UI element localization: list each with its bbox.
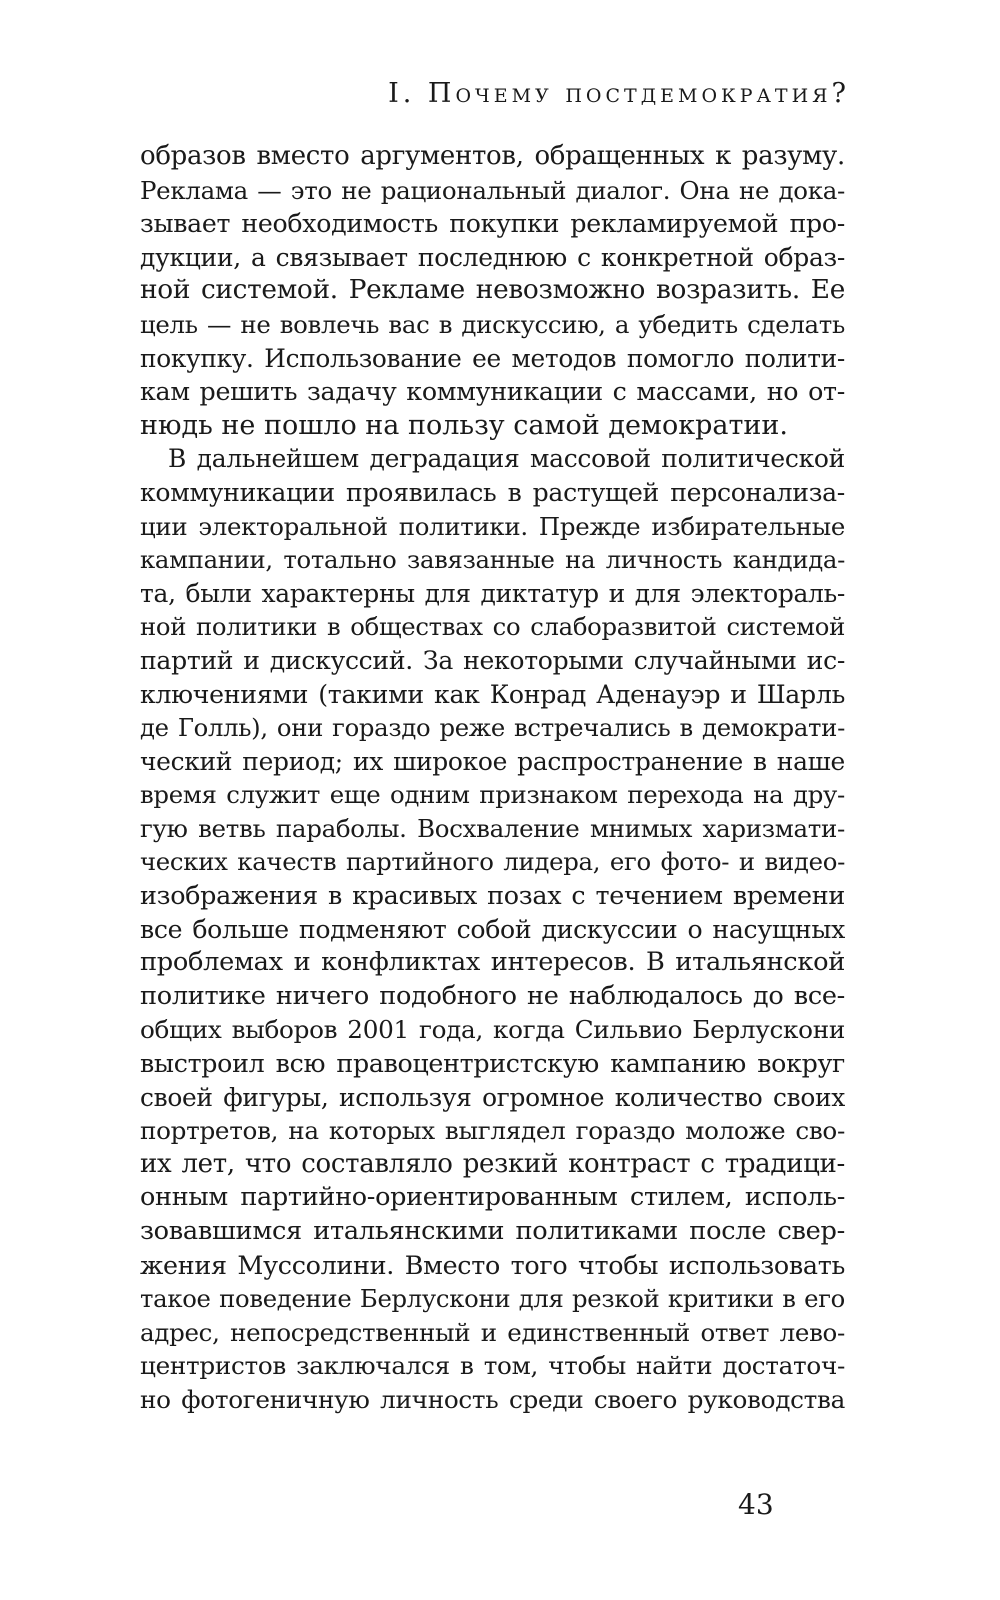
text-line: коммуникации проявилась в растущей персонализа- — [140, 477, 845, 507]
text-line: центристов заключался в том, чтобы найти достаточ- — [140, 1351, 845, 1381]
text-line: ной системой. Рекламе невозможно возразить. Ее — [140, 275, 845, 306]
text-line: онным партийно-ориентированным стилем, исполь- — [140, 1182, 845, 1213]
text-line: В дальнейшем деградация массовой политической — [168, 444, 845, 474]
text-line: время служит еще одним признаком перехода на дру- — [140, 780, 845, 810]
text-line: проблемах и конфликтах интересов. В итальянской — [140, 947, 845, 978]
running-head-title: Почему постдемократия? — [427, 78, 850, 109]
text-line: ной политики в обществах со слаборазвитой системой — [140, 612, 845, 642]
text-line: своей фигуры, используя огромное количество своих — [140, 1082, 845, 1112]
text-line: общих выборов 2001 года, когда Сильвио Берлускони — [140, 1015, 845, 1045]
body-text — [140, 140, 845, 1417]
text-line: портретов, на которых выглядел гораздо моложе сво- — [140, 1116, 845, 1146]
running-head — [388, 78, 850, 109]
text-line: все больше подменяют собой дискуссии о насущных — [140, 914, 845, 944]
text-line: зывает необходимость покупки рекламируемой про- — [140, 209, 845, 239]
text-line: Реклама — это не рациональный диалог. Она не дока- — [140, 175, 845, 205]
text-line: партий и дискуссий. За некоторыми случайными ис- — [140, 645, 845, 675]
text-line: такое поведение Берлускони для резкой критики в его — [140, 1284, 845, 1314]
text-line: образов вместо аргументов, обращенных к разуму. — [140, 141, 845, 171]
text-line: выстроил всю правоцентристскую кампанию вокруг — [140, 1049, 845, 1079]
text-line: ческих качеств партийного лидера, его фото- и видео- — [140, 847, 845, 877]
text-line: жения Муссолини. Вместо того чтобы использовать — [140, 1249, 845, 1280]
text-line: дукции, а связывает последнюю с конкретной образ- — [140, 242, 845, 272]
text-line: но фотогеничную личность среди своего руководства — [140, 1384, 845, 1414]
running-head-numeral: I. — [388, 78, 416, 109]
text-line: их лет, что составляло резкий контраст с традици- — [140, 1148, 845, 1179]
text-line: ческий период; их широкое распространение в наше — [140, 746, 845, 776]
text-line: зовавшимся итальянскими политиками после свер- — [140, 1216, 845, 1246]
text-line: гую ветвь параболы. Восхваление мнимых харизмати- — [140, 813, 845, 843]
page-number: 43 — [738, 1488, 774, 1521]
text-line: ключениями (такими как Конрад Аденауэр и Шарль — [140, 679, 845, 709]
text-line: политике ничего подобного не наблюдалось до все- — [140, 980, 845, 1011]
text-line: адрес, непосредственный и единственный ответ лево- — [140, 1317, 845, 1347]
text-line: кампании, тотально завязанные на личность кандида- — [140, 545, 845, 575]
text-line: нюдь не пошло на пользу самой демократии. — [140, 409, 788, 441]
text-line: покупку. Использование ее методов помогло полити- — [140, 343, 845, 373]
text-line: цель — не вовлечь вас в дискуссию, а убедить сделать — [140, 309, 845, 339]
text-line: де Голль), они гораздо реже встречались в демократи- — [140, 713, 845, 743]
text-line: ции электоральной политики. Прежде избирательные — [140, 511, 845, 541]
text-line: та, были характерны для диктатур и для электораль- — [140, 578, 845, 608]
text-line: изображения в красивых позах с течением времени — [140, 880, 845, 911]
text-line: кам решить задачу коммуникации с массами, но от- — [140, 376, 845, 407]
